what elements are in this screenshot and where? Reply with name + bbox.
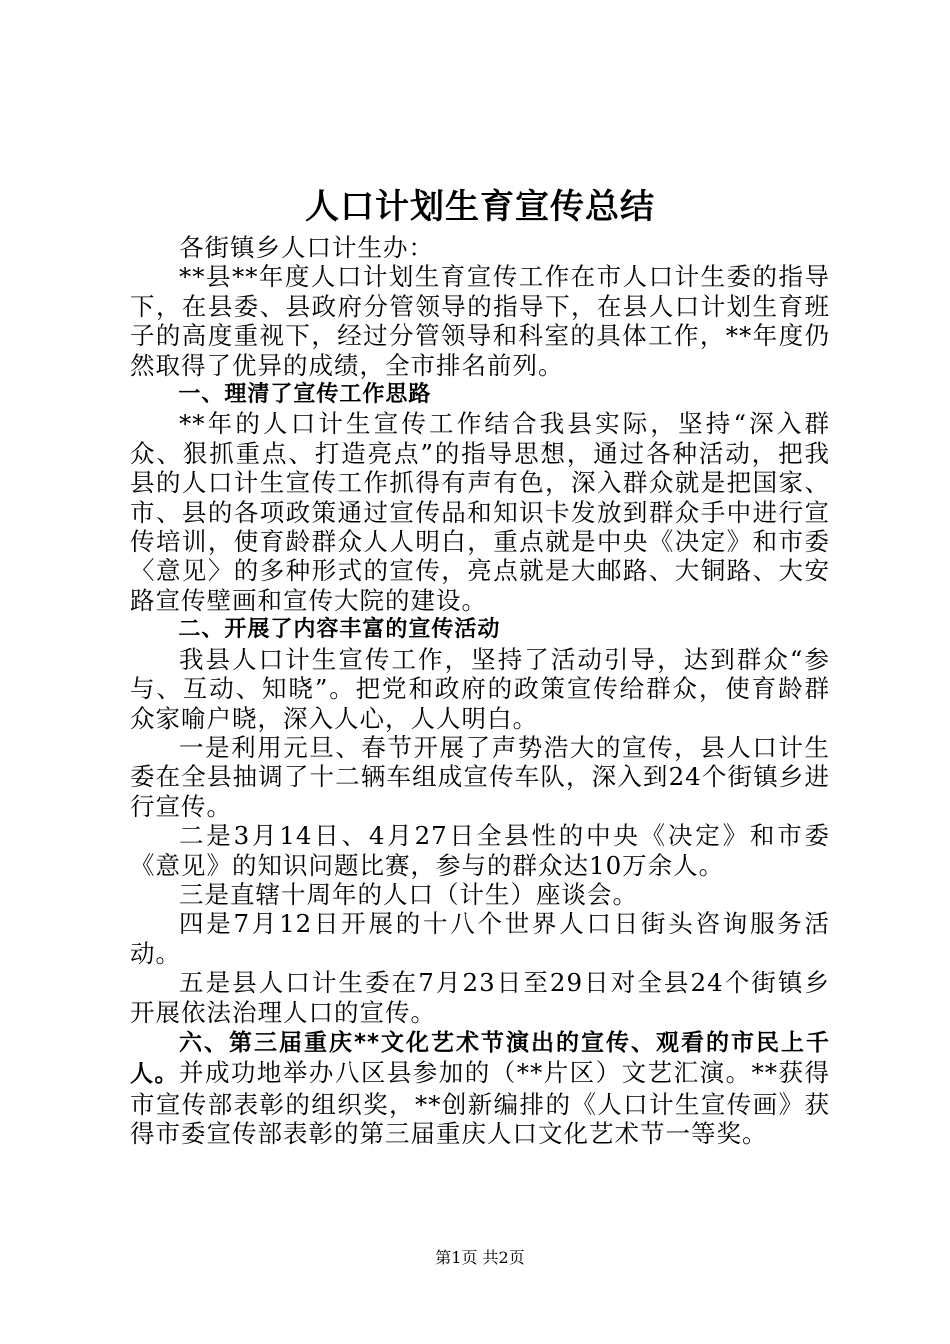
section-6-paragraph bbox=[130, 1027, 830, 1149]
section-heading-2: 二、开展了内容丰富的宣传活动 bbox=[178, 617, 501, 643]
activity-item-1: 一是利用元旦、春节开展了声势浩大的宣传，县人口计生委在全县抽调了十二辆车组成宣传车队，深入到24个街镇乡进行宣传。 bbox=[130, 732, 830, 821]
activity-item-3: 三是直辖十周年的人口（计生）座谈会。 bbox=[179, 879, 638, 909]
salutation: 各街镇乡人口计生办： bbox=[179, 233, 434, 262]
page-footer: 第1页 共2页 bbox=[435, 1248, 525, 1267]
section-1-paragraph: **年的人口计生宣传工作结合我县实际，坚持“深入群众、狠抓重点、打造亮点”的指导思想，通过各种活动，把我县的人口计生宣传工作抓得有声有色，深入群众就是把国家、市、县的各项政策通过宣传品和知识卡发放到群众手中进行宣传培训，使育龄群众人人明白，重点就是中央《决定》和市委〈意见〉的多种形式的宣传，亮点就是大邮路、大铜路、大安路宣传壁画和宣传大院的建设。 bbox=[130, 409, 830, 615]
document-body bbox=[130, 233, 830, 1149]
section-6-text: 并成功地举办八区县参加的（**片区）文艺汇演。**获得市宣传部表彰的组织奖，**创新编排的《人口计生宣传画》获得市委宣传部表彰的第三届重庆人口文化艺术节一等奖。 bbox=[130, 1058, 831, 1149]
section-heading-6: 六、第三届重庆**文化艺术节演出的宣传、观看的市民上千人。 bbox=[130, 1029, 830, 1088]
document-page bbox=[130, 0, 830, 1344]
activity-item-2: 二是3月14日、4月27日全县性的中央《决定》和市委《意见》的知识问题比赛，参与的群众达10万余人。 bbox=[130, 821, 830, 880]
activity-item-5: 五是县人口计生委在7月23日至29日对全县24个街镇乡开展依法治理人口的宣传。 bbox=[130, 968, 830, 1027]
section-2-paragraph: 我县人口计生宣传工作，坚持了活动引导，达到群众“参与、互动、知晓”。把党和政府的政策宣传给群众，使育龄群众家喻户晓，深入人心，人人明白。 bbox=[130, 644, 830, 733]
document-title: 人口计划生育宣传总结 bbox=[305, 187, 655, 227]
section-heading-1: 一、理清了宣传工作思路 bbox=[178, 382, 432, 408]
intro-paragraph: **县**年度人口计划生育宣传工作在市人口计生委的指导下，在县委、县政府分管领导的指导下，在县人口计划生育班子的高度重视下，经过分管领导和科室的具体工作，**年度仍然取得了优异的成绩，全市排名前列。 bbox=[130, 262, 830, 380]
activity-item-4: 四是7月12日开展的十八个世界人口日街头咨询服务活动。 bbox=[130, 909, 830, 968]
